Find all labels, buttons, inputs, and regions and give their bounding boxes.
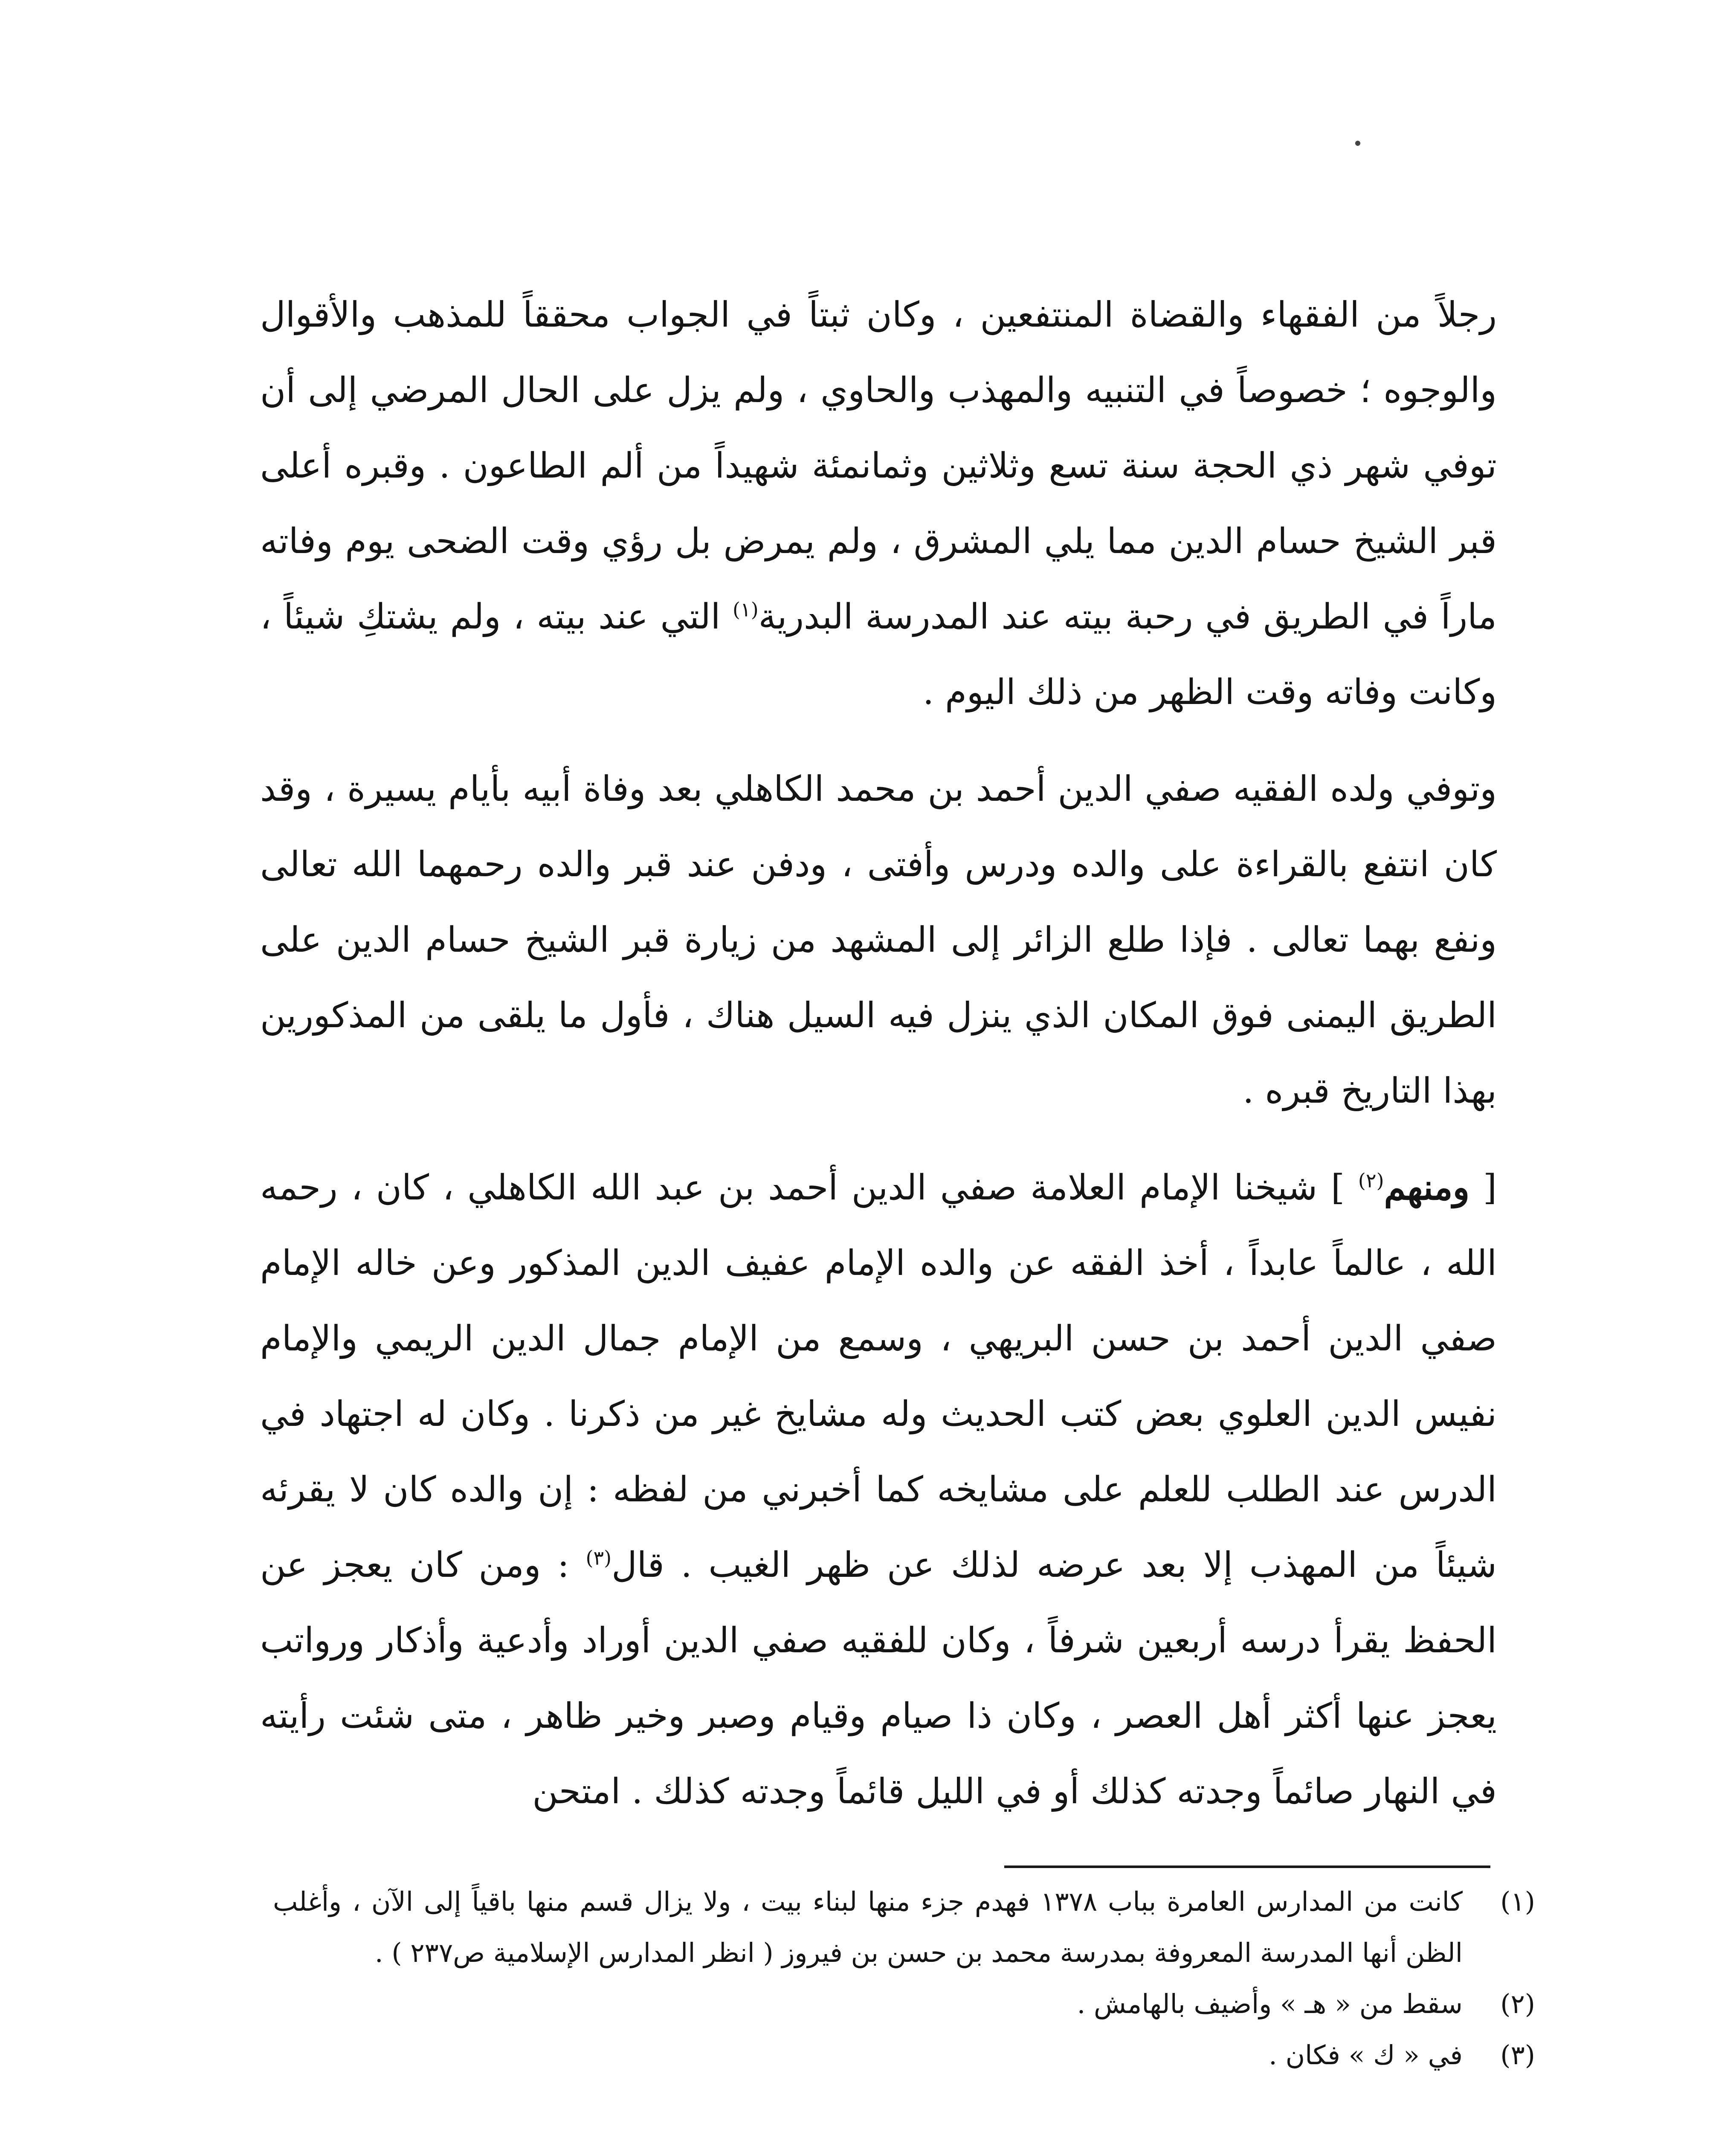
footnote-2 bbox=[273, 1978, 1535, 2030]
footnote-number: (٣) bbox=[1500, 2039, 1535, 2071]
open-bracket: [ bbox=[1469, 1167, 1497, 1208]
scan-speck bbox=[1355, 141, 1360, 146]
footnote-separator bbox=[1004, 1866, 1490, 1868]
paragraph-1 bbox=[260, 277, 1497, 730]
section-heading-word: ومنهم bbox=[1384, 1167, 1470, 1208]
paragraph-3-text: شيخنا الإمام العلامة صفي الدين أحمد بن عبد الله الكاهلي ، كان ، رحمه الله ، عالماً عابداً ، أخذ الفقه عن والده الإمام عفيف الدين المذكور وعن خاله الإمام صفي الدين أحمد بن حسن البريهي ، وسمع من الإمام جمال الدين الريمي والإمام نفيس الدين العلوي بعض كتب الحديث وله مشايخ غير من ذكرنا . وكان له اجتهاد في الدرس عند الطلب للعلم على مشايخه كما أخبرني من لفظه : إن والده كان لا يقرئه شيئاً من المهذب إلا بعد عرضه لذلك عن ظهر الغيب . قال bbox=[260, 1167, 1497, 1585]
paragraph-1-text: رجلاً من الفقهاء والقضاة المنتفعين ، وكان ثبتاً في الجواب محققاً للمذهب والأقوال والوجوه ؛ خصوصاً في التنبيه والمهذب والحاوي ، ولم يزل على الحال المرضي إلى أن توفي شهر ذي الحجة سنة تسع وثلاثين وثمانمئة شهيداً من ألم الطاعون . وقبره أعلى قبر الشيخ حسام الدين مما يلي المشرق ، ولم يمرض بل رؤي وقت الضحى يوم وفاته ماراً في الطريق في رحبة بيته عند المدرسة البدرية bbox=[260, 295, 1497, 637]
footnote-ref-2: (٢) bbox=[1358, 1169, 1384, 1192]
footnote-text: في « ك » فكان . bbox=[1269, 2039, 1463, 2071]
footnote-number: (١) bbox=[1500, 1886, 1535, 1917]
paragraph-2 bbox=[260, 751, 1497, 1129]
footnote-ref-3: (٣) bbox=[585, 1546, 612, 1570]
footnote-text: كانت من المدارس العامرة بباب ١٣٧٨ فهدم جزء منها لبناء بيت ، ولا يزال قسم منها باقياً إلى الآن ، وأغلب الظن أنها المدرسة المعروفة بمدرسة محمد بن حسن بن فيروز ( انظر المدارس الإسلامية ص٢٣٧ ) . bbox=[273, 1886, 1463, 1968]
paragraph-2-text: وتوفي ولده الفقيه صفي الدين أحمد بن محمد الكاهلي بعد وفاة أبيه بأيام يسيرة ، وقد كان انتفع بالقراءة على والده ودرس وأفتى ، ودفن عند قبر والده رحمهما الله تعالى ونفع بهما تعالى . فإذا طلع الزائر إلى المشهد من زيارة قبر الشيخ حسام الدين على الطريق اليمنى فوق المكان الذي ينزل فيه السيل هناك ، فأول ما يلقى من المذكورين بهذا التاريخ قبره . bbox=[260, 769, 1497, 1111]
paragraph-1-continuation: التي عند بيته ، ولم يشتكِ شيئاً ، وكانت وفاته وقت الظهر من ذلك اليوم . bbox=[260, 597, 1497, 713]
close-bracket: ] bbox=[1317, 1167, 1358, 1208]
main-text-body bbox=[260, 277, 1497, 1829]
footnotes-section bbox=[273, 1876, 1535, 2081]
footnote-text: سقط من « هـ » وأضيف بالهامش . bbox=[1077, 1988, 1463, 2019]
footnote-3 bbox=[273, 2030, 1535, 2081]
footnote-ref-1: (١) bbox=[733, 598, 759, 621]
paragraph-3 bbox=[260, 1150, 1497, 1829]
footnote-number: (٢) bbox=[1500, 1988, 1535, 2019]
footnote-1 bbox=[273, 1876, 1535, 1978]
paragraph-3-continuation: : ومن كان يعجز عن الحفظ يقرأ درسه أربعين شرفاً ، وكان للفقيه صفي الدين أوراد وأدعية وأذكار ورواتب يعجز عنها أكثر أهل العصر ، وكان ذا صيام وقيام وصبر وخير ظاهر ، متى شئت رأيته في النهار صائماً وجدته كذلك أو في الليل قائماً وجدته كذلك . امتحن bbox=[260, 1545, 1497, 1812]
